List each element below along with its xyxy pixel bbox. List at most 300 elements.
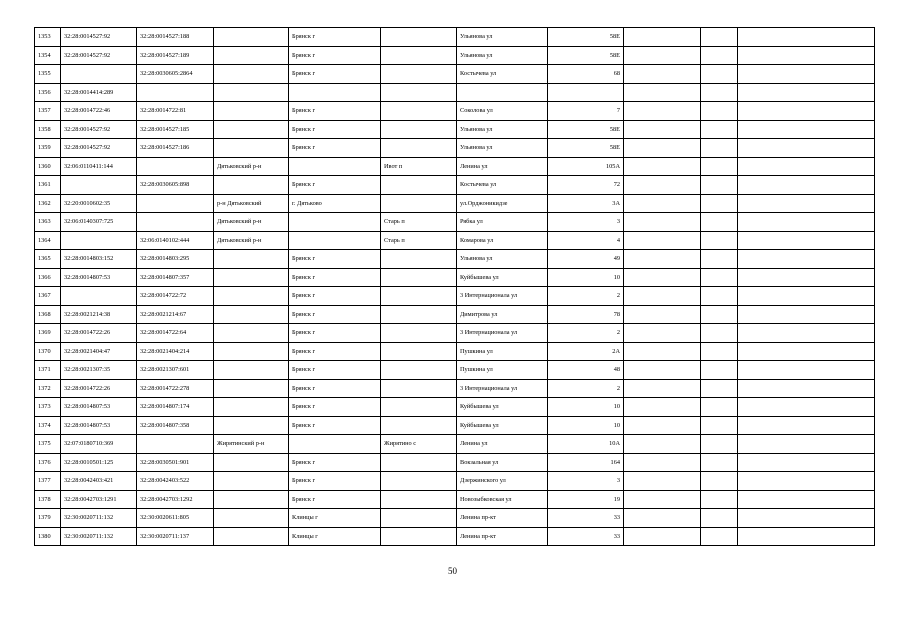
house-number-cell: 164 [548, 453, 624, 472]
settlement-cell [381, 527, 457, 546]
cadastral-number-cell: 32:28:0014527:92 [61, 28, 137, 47]
object-cadastral-number-cell: 32:28:0014803:295 [137, 250, 214, 269]
settlement-cell [381, 324, 457, 343]
extra-col-2-cell [701, 157, 738, 176]
district-cell: р-н Дятьковский [214, 194, 289, 213]
extra-col-3-cell [738, 65, 875, 84]
settlement-cell [381, 305, 457, 324]
extra-col-2-cell [701, 139, 738, 158]
house-number-cell: 10 [548, 416, 624, 435]
house-number-cell: 2 [548, 324, 624, 343]
row-number-cell: 1364 [35, 231, 61, 250]
row-number-cell: 1366 [35, 268, 61, 287]
house-number-cell: 7 [548, 102, 624, 121]
district-cell [214, 120, 289, 139]
extra-col-2-cell [701, 379, 738, 398]
district-cell [214, 287, 289, 306]
city-cell: Брянск г [289, 379, 381, 398]
row-number-cell: 1377 [35, 472, 61, 491]
extra-col-1-cell [624, 416, 701, 435]
city-cell: Брянск г [289, 120, 381, 139]
extra-col-2-cell [701, 472, 738, 491]
extra-col-1-cell [624, 453, 701, 472]
table-row [35, 379, 875, 398]
district-cell [214, 527, 289, 546]
settlement-cell [381, 268, 457, 287]
extra-col-1-cell [624, 83, 701, 102]
extra-col-2-cell [701, 65, 738, 84]
city-cell: Брянск г [289, 324, 381, 343]
district-cell [214, 46, 289, 65]
cadastral-number-cell: 32:20:0010602:35 [61, 194, 137, 213]
object-cadastral-number-cell: 32:28:0014807:357 [137, 268, 214, 287]
extra-col-3-cell [738, 268, 875, 287]
district-cell [214, 305, 289, 324]
district-cell [214, 490, 289, 509]
extra-col-1-cell [624, 139, 701, 158]
table-row [35, 268, 875, 287]
table-row [35, 83, 875, 102]
settlement-cell [381, 139, 457, 158]
settlement-cell: Ивот п [381, 157, 457, 176]
settlement-cell [381, 472, 457, 491]
extra-col-3-cell [738, 213, 875, 232]
city-cell: Брянск г [289, 453, 381, 472]
district-cell [214, 472, 289, 491]
row-number-cell: 1365 [35, 250, 61, 269]
settlement-cell [381, 65, 457, 84]
house-number-cell: 33 [548, 509, 624, 528]
street-cell: Ульянова ул [457, 250, 548, 269]
cadastral-number-cell: 32:28:0014722:46 [61, 102, 137, 121]
city-cell: Брянск г [289, 28, 381, 47]
extra-col-1-cell [624, 379, 701, 398]
object-cadastral-number-cell: 32:28:0014722:64 [137, 324, 214, 343]
street-cell: ул.Орджоникидзе [457, 194, 548, 213]
house-number-cell: 58Е [548, 46, 624, 65]
extra-col-1-cell [624, 157, 701, 176]
cadastral-number-cell: 32:06:0140307:725 [61, 213, 137, 232]
city-cell [289, 435, 381, 454]
city-cell: Брянск г [289, 398, 381, 417]
street-cell: Костычева ул [457, 176, 548, 195]
extra-col-2-cell [701, 268, 738, 287]
district-cell [214, 324, 289, 343]
table-row [35, 342, 875, 361]
cadastral-number-cell: 32:28:0014527:92 [61, 46, 137, 65]
object-cadastral-number-cell: 32:28:0021404:214 [137, 342, 214, 361]
cadastral-number-cell: 32:28:0014803:152 [61, 250, 137, 269]
extra-col-2-cell [701, 361, 738, 380]
extra-col-1-cell [624, 46, 701, 65]
extra-col-3-cell [738, 324, 875, 343]
object-cadastral-number-cell: 32:28:0021307:601 [137, 361, 214, 380]
house-number-cell: 2 [548, 379, 624, 398]
city-cell: г. Дятьково [289, 194, 381, 213]
street-cell: Пушкина ул [457, 342, 548, 361]
table-row [35, 102, 875, 121]
cadastral-number-cell: 32:28:0014527:92 [61, 120, 137, 139]
settlement-cell [381, 102, 457, 121]
house-number-cell: 4 [548, 231, 624, 250]
extra-col-3-cell [738, 472, 875, 491]
extra-col-1-cell [624, 527, 701, 546]
street-cell: Новозыбковская ул [457, 490, 548, 509]
extra-col-3-cell [738, 250, 875, 269]
cadastral-number-cell: 32:28:0021214:38 [61, 305, 137, 324]
row-number-cell: 1378 [35, 490, 61, 509]
row-number-cell: 1358 [35, 120, 61, 139]
row-number-cell: 1355 [35, 65, 61, 84]
table-row [35, 361, 875, 380]
city-cell: Брянск г [289, 102, 381, 121]
city-cell: Брянск г [289, 250, 381, 269]
house-number-cell: 78 [548, 305, 624, 324]
extra-col-2-cell [701, 398, 738, 417]
city-cell [289, 83, 381, 102]
extra-col-2-cell [701, 250, 738, 269]
street-cell: Ленина ул [457, 435, 548, 454]
extra-col-1-cell [624, 472, 701, 491]
extra-col-1-cell [624, 250, 701, 269]
extra-col-3-cell [738, 231, 875, 250]
extra-col-3-cell [738, 102, 875, 121]
district-cell [214, 361, 289, 380]
district-cell: Дятьковский р-н [214, 157, 289, 176]
row-number-cell: 1363 [35, 213, 61, 232]
district-cell [214, 250, 289, 269]
object-cadastral-number-cell [137, 435, 214, 454]
row-number-cell: 1369 [35, 324, 61, 343]
row-number-cell: 1359 [35, 139, 61, 158]
extra-col-1-cell [624, 176, 701, 195]
cadastral-number-cell: 32:28:0021404:47 [61, 342, 137, 361]
district-cell: Дятьковский р-н [214, 231, 289, 250]
row-number-cell: 1353 [35, 28, 61, 47]
street-cell: Ленина пр-кт [457, 509, 548, 528]
city-cell: Брянск г [289, 268, 381, 287]
object-cadastral-number-cell: 32:28:0030501:901 [137, 453, 214, 472]
extra-col-3-cell [738, 342, 875, 361]
page-number: 50 [448, 566, 457, 576]
cadastral-number-cell: 32:30:0020711:132 [61, 527, 137, 546]
table-row [35, 490, 875, 509]
settlement-cell [381, 379, 457, 398]
cadastral-number-cell: 32:07:0180710:369 [61, 435, 137, 454]
extra-col-3-cell [738, 139, 875, 158]
street-cell: 3 Интернационала ул [457, 324, 548, 343]
extra-col-2-cell [701, 231, 738, 250]
street-cell: 3 Интернационала ул [457, 287, 548, 306]
city-cell: Брянск г [289, 305, 381, 324]
house-number-cell: 2А [548, 342, 624, 361]
street-cell: Вокзальная ул [457, 453, 548, 472]
house-number-cell: 3А [548, 194, 624, 213]
district-cell [214, 28, 289, 47]
extra-col-2-cell [701, 176, 738, 195]
street-cell: Ульянова ул [457, 46, 548, 65]
cadastral-number-cell [61, 231, 137, 250]
settlement-cell: Старь п [381, 231, 457, 250]
extra-col-1-cell [624, 490, 701, 509]
district-cell [214, 453, 289, 472]
table-row [35, 213, 875, 232]
object-cadastral-number-cell: 32:30:0020711:137 [137, 527, 214, 546]
house-number-cell: 2 [548, 287, 624, 306]
table-row [35, 509, 875, 528]
extra-col-2-cell [701, 83, 738, 102]
object-cadastral-number-cell: 32:28:0042703:1292 [137, 490, 214, 509]
street-cell: Ульянова ул [457, 120, 548, 139]
extra-col-2-cell [701, 305, 738, 324]
cadastral-number-cell [61, 176, 137, 195]
object-cadastral-number-cell: 32:28:0014722:81 [137, 102, 214, 121]
extra-col-3-cell [738, 509, 875, 528]
street-cell: Костычева ул [457, 65, 548, 84]
extra-col-3-cell [738, 490, 875, 509]
street-cell [457, 83, 548, 102]
row-number-cell: 1357 [35, 102, 61, 121]
settlement-cell: Старь п [381, 213, 457, 232]
city-cell: Брянск г [289, 65, 381, 84]
cadastral-number-cell: 32:28:0042703:1291 [61, 490, 137, 509]
extra-col-3-cell [738, 361, 875, 380]
extra-col-3-cell [738, 120, 875, 139]
object-cadastral-number-cell [137, 157, 214, 176]
register-table [34, 27, 875, 546]
extra-col-2-cell [701, 527, 738, 546]
district-cell [214, 176, 289, 195]
object-cadastral-number-cell: 32:30:0020611:805 [137, 509, 214, 528]
table-row [35, 435, 875, 454]
table-row [35, 287, 875, 306]
street-cell: Димитрова ул [457, 305, 548, 324]
cadastral-number-cell: 32:28:0014722:26 [61, 324, 137, 343]
cadastral-number-cell: 32:28:0014722:26 [61, 379, 137, 398]
cadastral-number-cell: 32:28:0014527:92 [61, 139, 137, 158]
extra-col-3-cell [738, 83, 875, 102]
house-number-cell: 58Е [548, 28, 624, 47]
cadastral-number-cell: 32:30:0020711:132 [61, 509, 137, 528]
extra-col-2-cell [701, 416, 738, 435]
row-number-cell: 1354 [35, 46, 61, 65]
extra-col-2-cell [701, 324, 738, 343]
object-cadastral-number-cell: 32:28:0042403:522 [137, 472, 214, 491]
extra-col-1-cell [624, 120, 701, 139]
cadastral-number-cell [61, 287, 137, 306]
row-number-cell: 1373 [35, 398, 61, 417]
row-number-cell: 1379 [35, 509, 61, 528]
extra-col-3-cell [738, 416, 875, 435]
extra-col-3-cell [738, 435, 875, 454]
settlement-cell [381, 28, 457, 47]
settlement-cell [381, 83, 457, 102]
district-cell [214, 65, 289, 84]
settlement-cell [381, 509, 457, 528]
object-cadastral-number-cell [137, 83, 214, 102]
extra-col-1-cell [624, 509, 701, 528]
cadastral-number-cell: 32:28:0010501:125 [61, 453, 137, 472]
table-row [35, 28, 875, 47]
house-number-cell: 3 [548, 472, 624, 491]
street-cell: Ульянова ул [457, 28, 548, 47]
street-cell: Ульянова ул [457, 139, 548, 158]
table-row [35, 324, 875, 343]
street-cell: Куйбышева ул [457, 398, 548, 417]
extra-col-1-cell [624, 398, 701, 417]
settlement-cell [381, 398, 457, 417]
house-number-cell: 58Е [548, 139, 624, 158]
extra-col-2-cell [701, 28, 738, 47]
district-cell [214, 398, 289, 417]
row-number-cell: 1367 [35, 287, 61, 306]
house-number-cell: 49 [548, 250, 624, 269]
street-cell: 3 Интернационала ул [457, 379, 548, 398]
table-row [35, 527, 875, 546]
settlement-cell [381, 342, 457, 361]
street-cell: Комарова ул [457, 231, 548, 250]
city-cell: Брянск г [289, 342, 381, 361]
row-number-cell: 1375 [35, 435, 61, 454]
object-cadastral-number-cell: 32:28:0030605:2864 [137, 65, 214, 84]
row-number-cell: 1360 [35, 157, 61, 176]
row-number-cell: 1376 [35, 453, 61, 472]
extra-col-2-cell [701, 287, 738, 306]
object-cadastral-number-cell: 32:28:0030605:898 [137, 176, 214, 195]
settlement-cell [381, 194, 457, 213]
house-number-cell: 68 [548, 65, 624, 84]
object-cadastral-number-cell: 32:28:0014722:278 [137, 379, 214, 398]
district-cell: Дятьковский р-н [214, 213, 289, 232]
district-cell [214, 268, 289, 287]
row-number-cell: 1380 [35, 527, 61, 546]
street-cell: Рябка ул [457, 213, 548, 232]
street-cell: Ленина ул [457, 157, 548, 176]
extra-col-1-cell [624, 287, 701, 306]
extra-col-2-cell [701, 213, 738, 232]
house-number-cell: 33 [548, 527, 624, 546]
extra-col-3-cell [738, 287, 875, 306]
house-number-cell: 10 [548, 268, 624, 287]
cadastral-number-cell: 32:28:0014414:289 [61, 83, 137, 102]
object-cadastral-number-cell: 32:28:0014807:358 [137, 416, 214, 435]
table-row [35, 250, 875, 269]
object-cadastral-number-cell [137, 213, 214, 232]
extra-col-2-cell [701, 342, 738, 361]
settlement-cell: Жирятино с [381, 435, 457, 454]
district-cell [214, 342, 289, 361]
house-number-cell: 19 [548, 490, 624, 509]
house-number-cell: 72 [548, 176, 624, 195]
settlement-cell [381, 416, 457, 435]
extra-col-2-cell [701, 453, 738, 472]
cadastral-number-cell: 32:28:0014807:53 [61, 398, 137, 417]
extra-col-1-cell [624, 435, 701, 454]
extra-col-1-cell [624, 324, 701, 343]
extra-col-1-cell [624, 102, 701, 121]
extra-col-1-cell [624, 28, 701, 47]
object-cadastral-number-cell: 32:28:0014527:185 [137, 120, 214, 139]
city-cell: Брянск г [289, 472, 381, 491]
extra-col-3-cell [738, 398, 875, 417]
row-number-cell: 1374 [35, 416, 61, 435]
table-row [35, 176, 875, 195]
object-cadastral-number-cell: 32:28:0014722:72 [137, 287, 214, 306]
extra-col-1-cell [624, 361, 701, 380]
extra-col-3-cell [738, 194, 875, 213]
object-cadastral-number-cell [137, 194, 214, 213]
house-number-cell [548, 83, 624, 102]
settlement-cell [381, 46, 457, 65]
city-cell: Брянск г [289, 361, 381, 380]
extra-col-3-cell [738, 305, 875, 324]
city-cell: Брянск г [289, 46, 381, 65]
register-rows [35, 28, 875, 546]
table-row [35, 157, 875, 176]
district-cell: Жирятинский р-н [214, 435, 289, 454]
city-cell: Клинцы г [289, 509, 381, 528]
row-number-cell: 1362 [35, 194, 61, 213]
settlement-cell [381, 361, 457, 380]
city-cell [289, 213, 381, 232]
cadastral-number-cell: 32:28:0014807:53 [61, 268, 137, 287]
extra-col-2-cell [701, 509, 738, 528]
object-cadastral-number-cell: 32:06:0140102:444 [137, 231, 214, 250]
extra-col-1-cell [624, 305, 701, 324]
city-cell: Брянск г [289, 490, 381, 509]
object-cadastral-number-cell: 32:28:0014527:188 [137, 28, 214, 47]
row-number-cell: 1356 [35, 83, 61, 102]
table-row [35, 139, 875, 158]
city-cell: Брянск г [289, 176, 381, 195]
extra-col-3-cell [738, 379, 875, 398]
house-number-cell: 10 [548, 398, 624, 417]
city-cell: Клинцы г [289, 527, 381, 546]
city-cell [289, 231, 381, 250]
settlement-cell [381, 453, 457, 472]
table-row [35, 472, 875, 491]
extra-col-3-cell [738, 453, 875, 472]
house-number-cell: 10А [548, 435, 624, 454]
object-cadastral-number-cell: 32:28:0014807:174 [137, 398, 214, 417]
extra-col-2-cell [701, 46, 738, 65]
extra-col-1-cell [624, 194, 701, 213]
extra-col-3-cell [738, 527, 875, 546]
cadastral-number-cell [61, 65, 137, 84]
city-cell: Брянск г [289, 139, 381, 158]
table-row [35, 453, 875, 472]
table-row [35, 120, 875, 139]
row-number-cell: 1368 [35, 305, 61, 324]
extra-col-1-cell [624, 268, 701, 287]
extra-col-3-cell [738, 176, 875, 195]
row-number-cell: 1361 [35, 176, 61, 195]
cadastral-number-cell: 32:28:0042403:421 [61, 472, 137, 491]
city-cell: Брянск г [289, 287, 381, 306]
extra-col-3-cell [738, 157, 875, 176]
street-cell: Соколова ул [457, 102, 548, 121]
extra-col-2-cell [701, 102, 738, 121]
extra-col-2-cell [701, 120, 738, 139]
settlement-cell [381, 490, 457, 509]
street-cell: Дзержинского ул [457, 472, 548, 491]
table-row [35, 46, 875, 65]
district-cell [214, 139, 289, 158]
cadastral-number-cell: 32:06:0110411:144 [61, 157, 137, 176]
house-number-cell: 3 [548, 213, 624, 232]
extra-col-1-cell [624, 65, 701, 84]
table-row [35, 305, 875, 324]
